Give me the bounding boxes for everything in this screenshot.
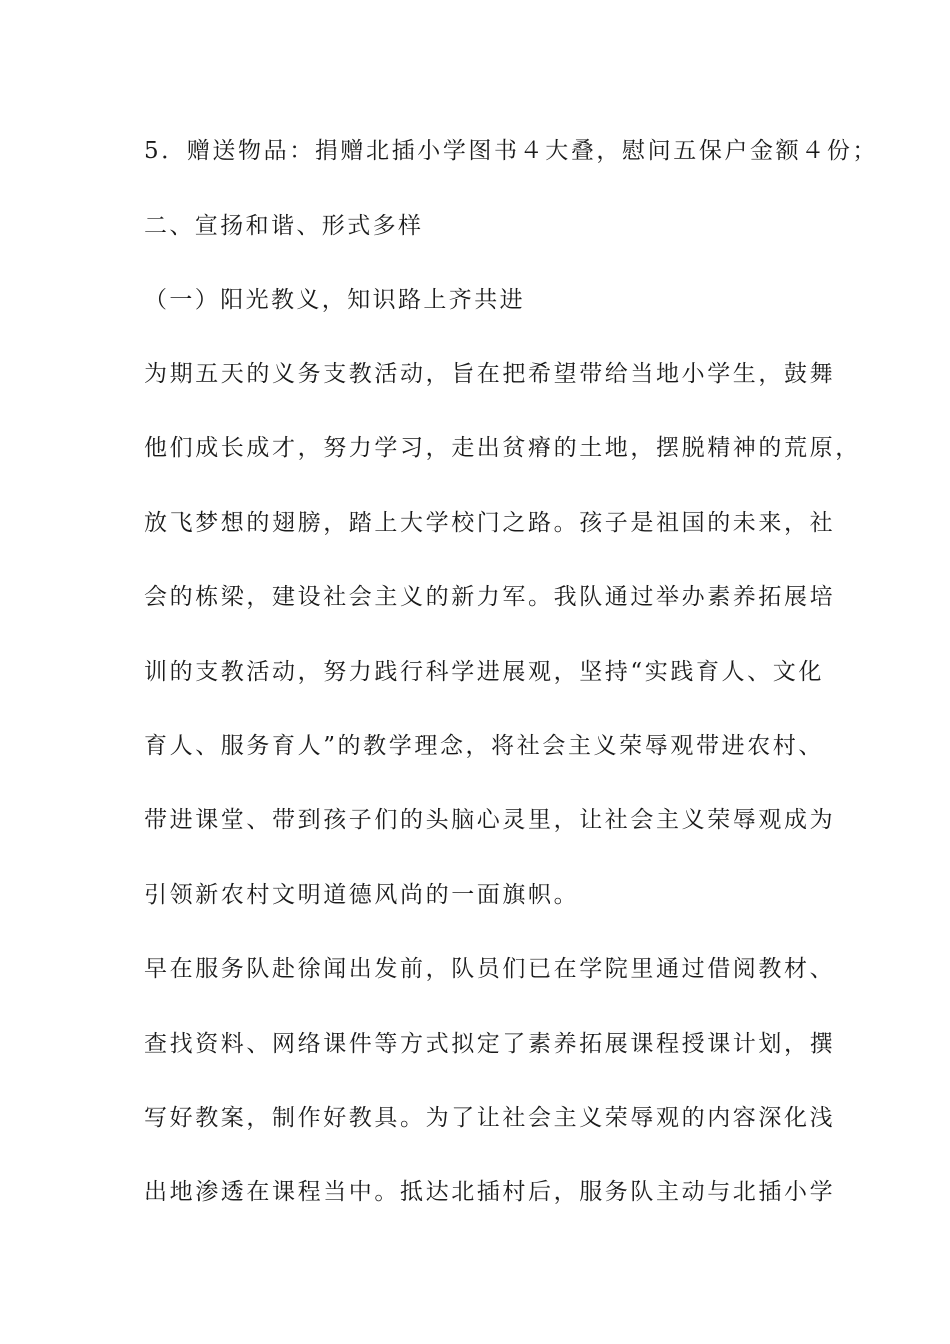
paragraph-line: 出地渗透在课程当中。抵达北插村后，服务队主动与北插小学 [144, 1179, 836, 1205]
paragraph-line: 他们成长成才，努力学习，走出贫瘠的土地，摆脱精神的荒原， [144, 435, 861, 461]
paragraph-line: 写好教案，制作好教具。为了让社会主义荣辱观的内容深化浅 [144, 1105, 836, 1131]
paragraph-line: 带进课堂、带到孩子们的头脑心灵里，让社会主义荣辱观成为 [144, 807, 836, 833]
paragraph-line: 为期五天的义务支教活动，旨在把希望带给当地小学生，鼓舞 [144, 361, 836, 387]
paragraph-line: 训的支教活动，努力践行科学进展观，坚持“实践育人、文化 [144, 659, 824, 685]
paragraph-line: 会的栋梁，建设社会主义的新力军。我队通过举办素养拓展培 [144, 584, 836, 610]
paragraph-line: 早在服务队赴徐闻出发前，队员们已在学院里通过借阅教材、 [144, 956, 836, 982]
list-item-donation: 5．赠送物品：捐赠北插小学图书４大叠，慰问五保户金额４份； [144, 138, 879, 164]
subsection-heading: （一）阳光教义，知识路上齐共进 [144, 287, 525, 313]
paragraph-line: 引领新农村文明道德风尚的一面旗帜。 [144, 882, 580, 908]
paragraph-line: 放飞梦想的翅膀，踏上大学校门之路。孩子是祖国的未来，社 [144, 510, 836, 536]
paragraph-line: 育人、服务育人”的教学理念，将社会主义荣辱观带进农村、 [144, 733, 824, 759]
section-heading: 二、宣扬和谐、形式多样 [144, 213, 424, 239]
paragraph-line: 查找资料、网络课件等方式拟定了素养拓展课程授课计划，撰 [144, 1031, 836, 1057]
